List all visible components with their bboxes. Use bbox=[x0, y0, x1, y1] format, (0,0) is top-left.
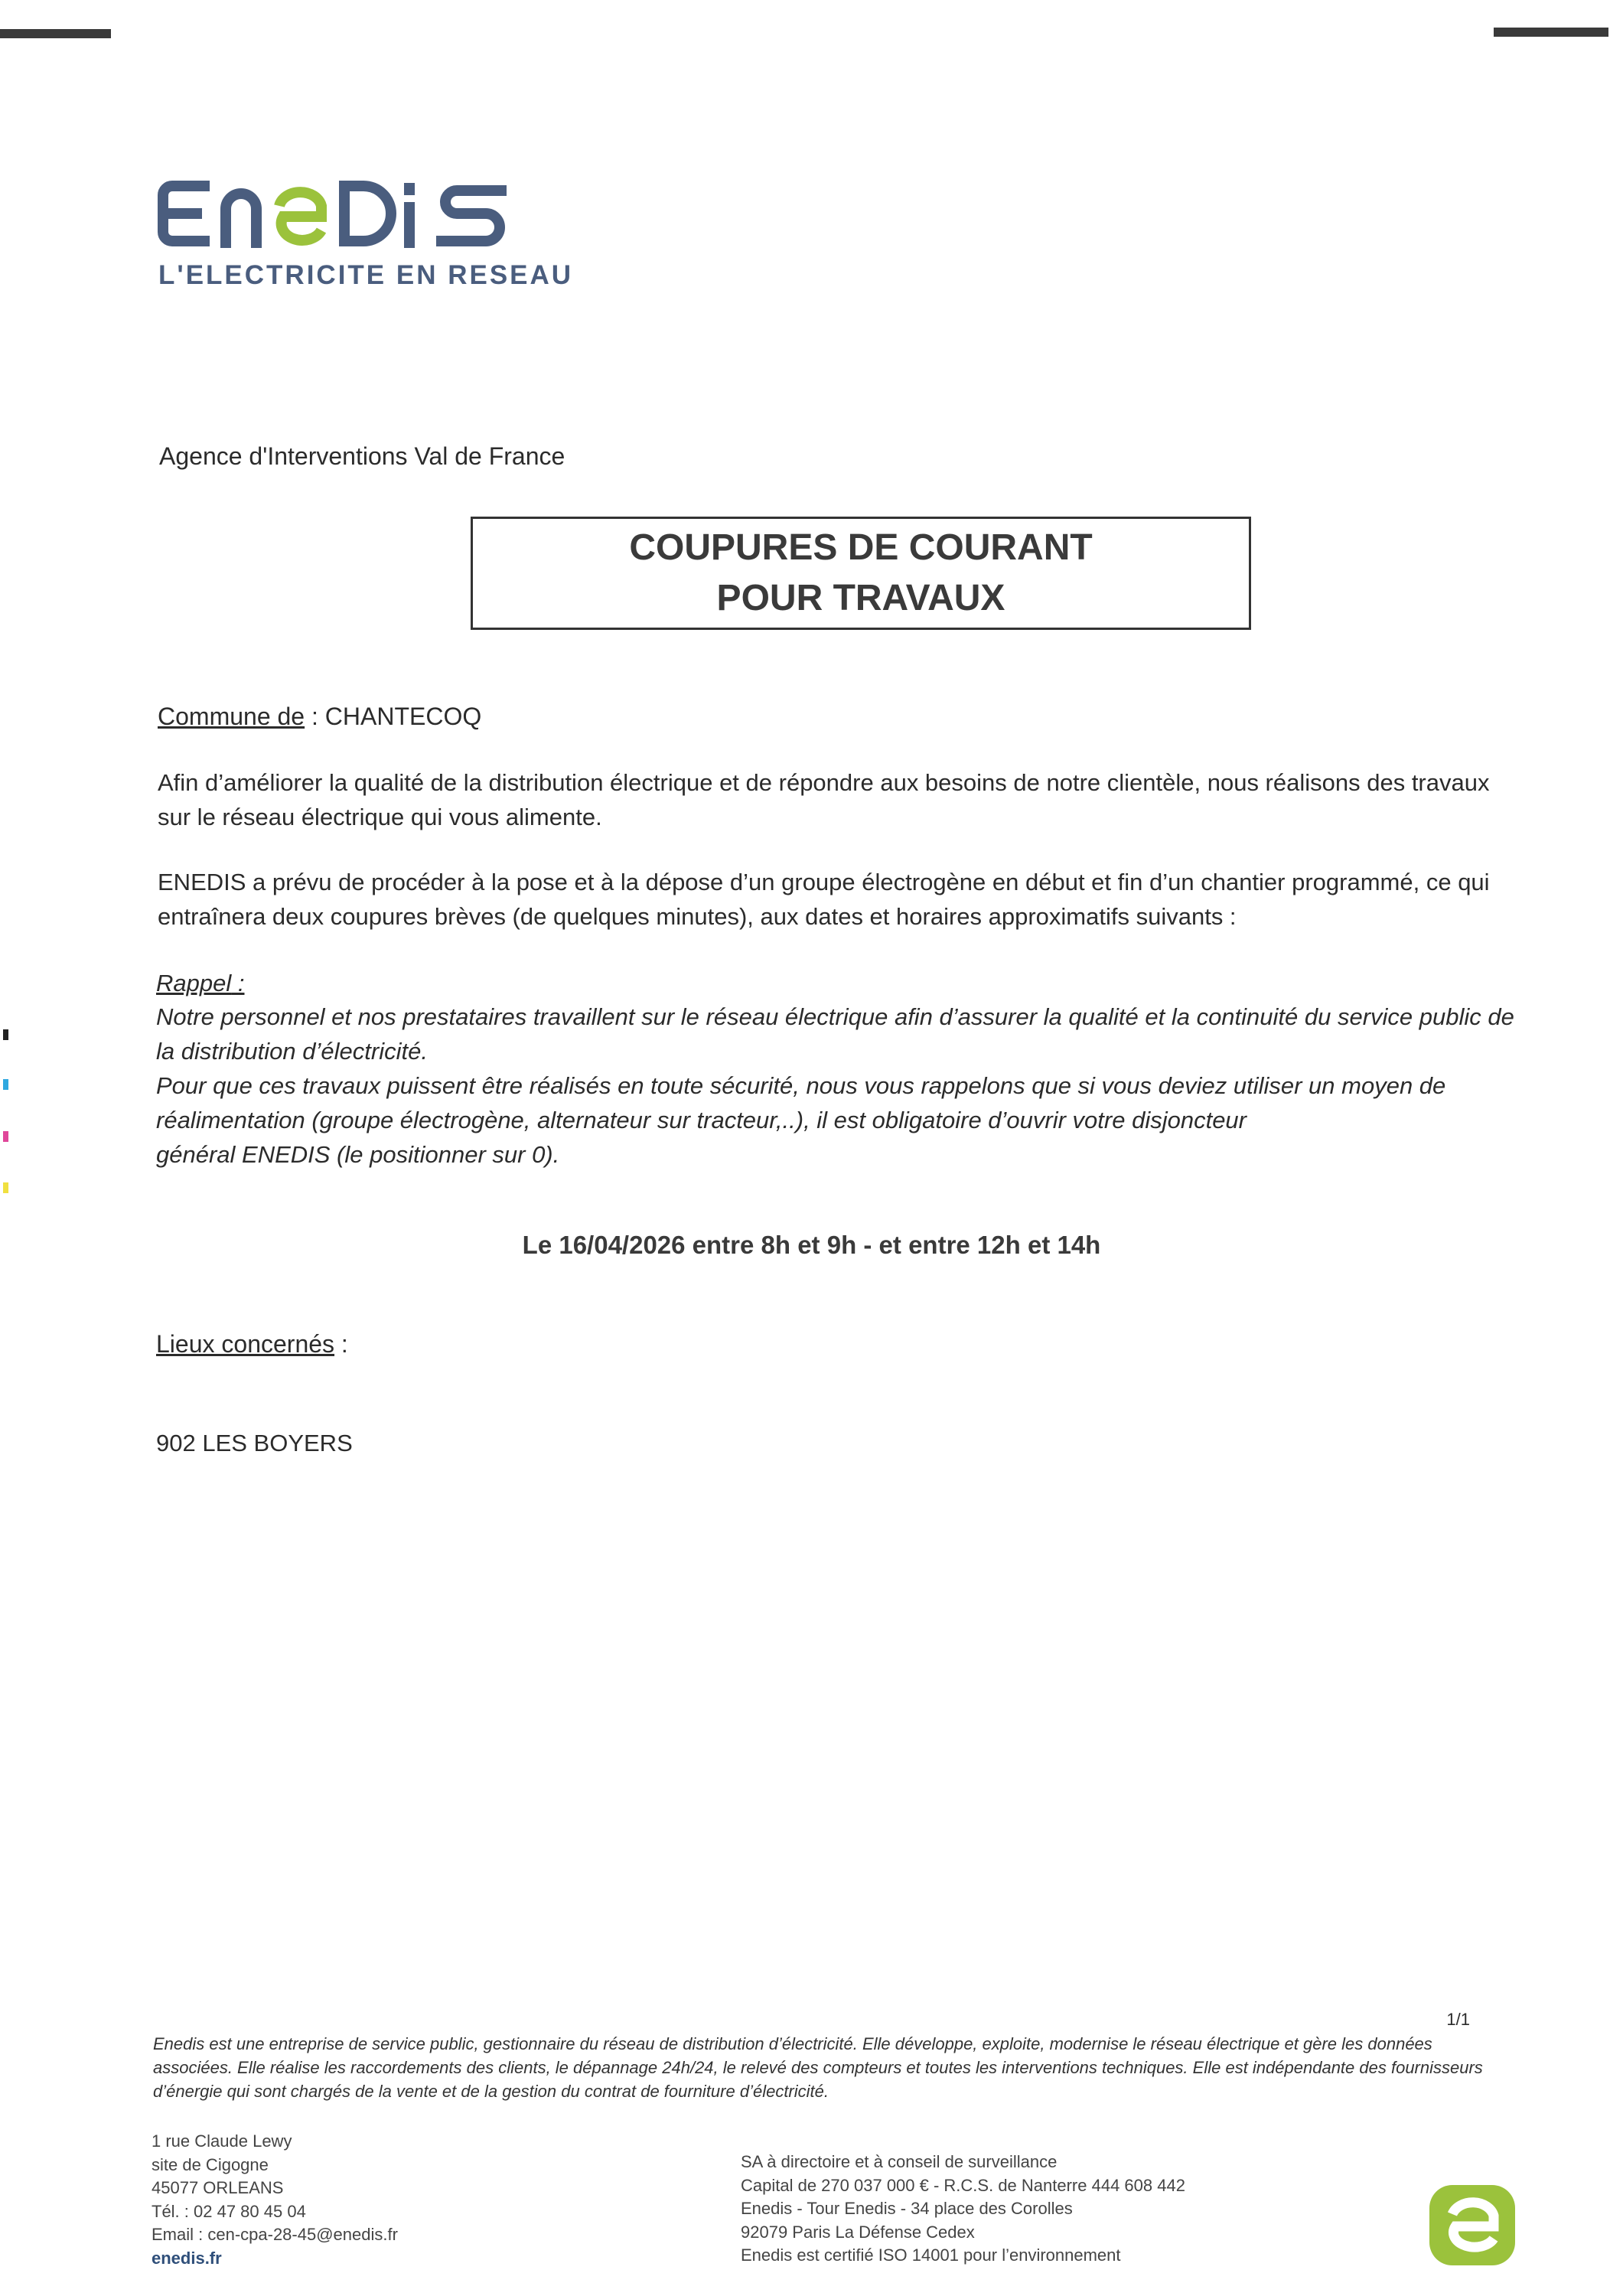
scan-mark-top-right bbox=[1494, 28, 1608, 37]
address-line: 1 rue Claude Lewy bbox=[152, 2131, 292, 2151]
address-line: site de Cigogne bbox=[152, 2154, 269, 2174]
schedule-line: Le 16/04/2026 entre 8h et 9h - et entre 12h et 14h bbox=[522, 1231, 1101, 1259]
website-link[interactable]: enedis.fr bbox=[152, 2248, 222, 2268]
intro-paragraph: Afin d’améliorer la qualité de la distribution électrique et de répondre aux besoins de notre clientèle, nous réalisons des travaux sur le réseau électrique qui vous alimente. bbox=[158, 769, 1490, 830]
rappel-line-1: Notre personnel et nos prestataires travaillent sur le réseau électrique afin d’assurer la qualité et la continuité du service public de la distribution d’électricité. bbox=[156, 1003, 1514, 1065]
legal-line: Capital de 270 037 000 € - R.C.S. de Nanterre 444 608 442 bbox=[741, 2175, 1185, 2195]
lieux-label: Lieux concernés bbox=[156, 1330, 335, 1358]
address-line: 45077 ORLEANS bbox=[152, 2178, 284, 2197]
footer-address bbox=[152, 2130, 398, 2270]
lieu-item: 902 LES BOYERS bbox=[156, 1430, 353, 1456]
rappel-colon: : bbox=[231, 970, 245, 996]
legal-line: SA à directoire et à conseil de surveillance bbox=[741, 2152, 1058, 2171]
title-line-1: COUPURES DE COURANT bbox=[629, 527, 1093, 568]
agency-name: Agence d'Interventions Val de France bbox=[159, 442, 565, 470]
lieux-colon: : bbox=[334, 1330, 348, 1358]
scan-mark-top-left bbox=[0, 29, 111, 38]
rappel-label: Rappel bbox=[156, 970, 232, 996]
legal-line: 92079 Paris La Défense Cedex bbox=[741, 2222, 975, 2242]
scan-color-tick-magenta bbox=[3, 1131, 8, 1142]
lieux-heading bbox=[156, 1330, 348, 1358]
scan-color-tick-yellow bbox=[3, 1182, 8, 1193]
legal-line: Enedis est certifié ISO 14001 pour l’environnement bbox=[741, 2245, 1121, 2265]
title-line-2: POUR TRAVAUX bbox=[716, 578, 1005, 618]
enedis-e-logo-icon bbox=[1429, 2185, 1515, 2265]
scan-color-tick-black bbox=[3, 1029, 8, 1040]
enedis-logo bbox=[157, 172, 517, 253]
rappel-line-3: général ENEDIS (le positionner sur 0). bbox=[156, 1141, 560, 1168]
commune-line bbox=[158, 703, 481, 731]
commune-separator: : bbox=[305, 703, 325, 730]
announcement-paragraph: ENEDIS a prévu de procéder à la pose et à la dépose d’un groupe électrogène en début et fin d’un chantier programmé, ce qui entraînera deux coupures brèves (de quelques minutes), aux dates et horaires approximatifs suivants : bbox=[158, 869, 1490, 930]
commune-value: CHANTECOQ bbox=[324, 703, 482, 730]
rappel-heading bbox=[156, 966, 1526, 1000]
rappel-line-2: Pour que ces travaux puissent être réalisés en toute sécurité, nous vous rappelons que si vous deviez utiliser un moyen de réalimentation (groupe électrogène, alternateur sur tracteur,..), il est obligatoire d’ouvrir votre disjoncteur bbox=[156, 1072, 1446, 1133]
commune-label: Commune de bbox=[158, 703, 305, 730]
footer-disclaimer: Enedis est une entreprise de service public, gestionnaire du réseau de distribution d’électricité. Elle développe, exploite, modernise le réseau électrique et gère les données associées. Elle réalise les raccordements des clients, le dépannage 24h/24, le relevé des compteurs et toutes les interventions techniques. Elle est indépendante des fournisseurs d’énergie qui sont chargés de la vente et de la gestion du contrat de fourniture d’électricité. bbox=[153, 2034, 1483, 2101]
footer-legal bbox=[741, 2151, 1185, 2268]
logo-tagline: L'ELECTRICITE EN RESEAU bbox=[158, 260, 574, 290]
address-email: Email : cen-cpa-28-45@enedis.fr bbox=[152, 2225, 398, 2244]
title-box bbox=[471, 517, 1251, 630]
rappel-body bbox=[156, 1000, 1526, 1172]
address-line: Tél. : 02 47 80 45 04 bbox=[152, 2201, 306, 2221]
scan-color-tick-cyan bbox=[3, 1079, 8, 1090]
legal-line: Enedis - Tour Enedis - 34 place des Corolles bbox=[741, 2199, 1073, 2218]
page-number: 1/1 bbox=[1446, 2010, 1470, 2029]
